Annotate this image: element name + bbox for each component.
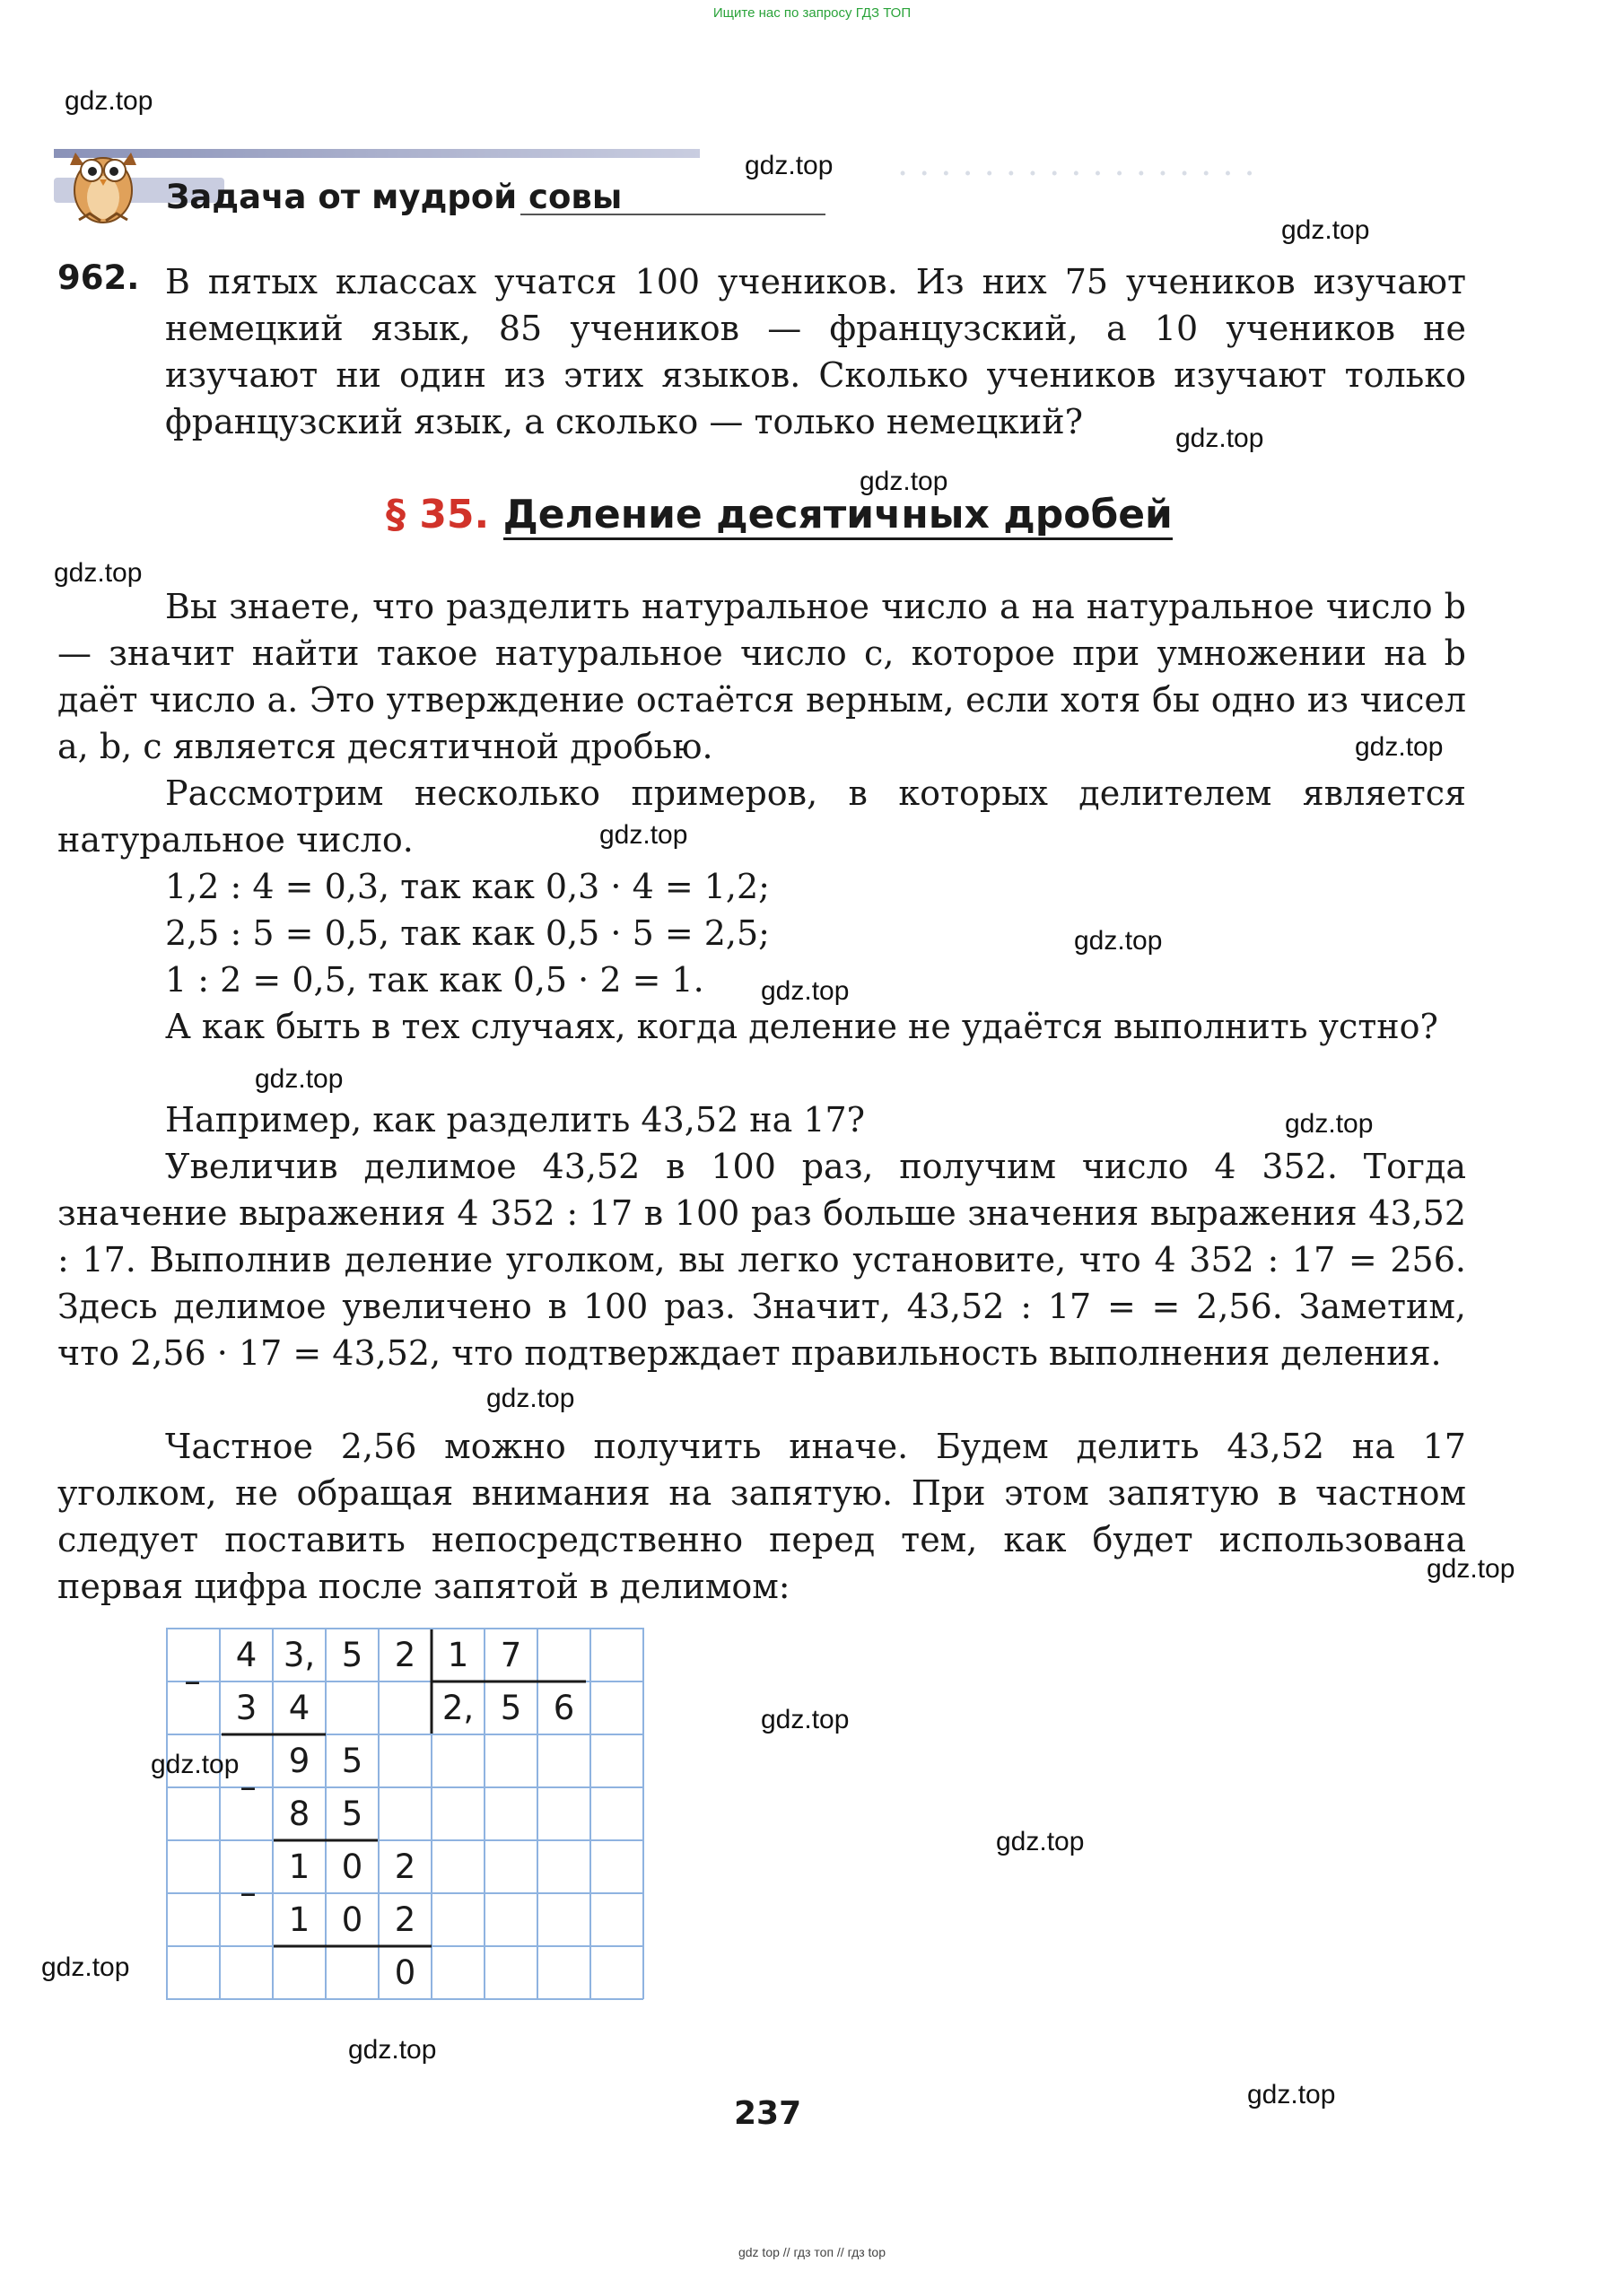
grid-cell: 1 [288, 1900, 310, 1939]
watermark: gdz.top [761, 976, 850, 1006]
quotient-digit: 2, [441, 1689, 475, 1727]
watermark: gdz.top [1175, 424, 1264, 453]
watermark: gdz.top [1074, 926, 1163, 956]
grid-cell: 3, [283, 1636, 316, 1674]
grid-cell: 5 [341, 1795, 363, 1833]
grid-cell: 0 [341, 1900, 363, 1939]
section-heading [386, 492, 1173, 537]
watermark: gdz.top [1285, 1109, 1374, 1139]
problem-number: 962. [57, 258, 140, 297]
grid-cell: 9 [288, 1742, 310, 1780]
grid-cell: 5 [341, 1636, 363, 1674]
paragraph-column-division: Частное 2,56 можно получить иначе. Будем делить 43,52 на 17 уголком, не обращая внимания на запятую. При этом запятую в частном следует поставить непосредственно перед тем, как будет использована первая цифра после запятой в делимом: [57, 1427, 1466, 1606]
minus-sign: – [184, 1662, 201, 1700]
watermark: gdz.top [54, 558, 143, 588]
grid-cell: 1 [288, 1847, 310, 1886]
paragraph-definition: Вы знаете, что разделить натуральное число a на натуральное число b — значит найти такое натуральное число c, которое при умножении на b даёт число a. Это утверждение остаётся верным, если хотя бы одно из чисел a, b, c является десятичной дробью. [57, 587, 1466, 766]
task-header [54, 135, 772, 215]
footer-banner: gdz top // гдз топ // гдз top [738, 2245, 886, 2259]
page-number: 237 [734, 2095, 802, 2132]
watermark: gdz.top [41, 1952, 130, 1982]
bleed-through-text: . . . . . . . . . . . . . . . . . [897, 144, 1255, 183]
grid-cell: 5 [341, 1742, 363, 1780]
paragraph-question: А как быть в тех случаях, когда деление не удаётся выполнить устно? [165, 1007, 1438, 1046]
grid-cell: 4 [235, 1636, 258, 1674]
watermark: gdz.top [1427, 1554, 1515, 1584]
watermark: gdz.top [745, 151, 834, 180]
minus-sign: – [240, 1768, 257, 1806]
example-line-1: 1,2 : 4 = 0,3, так как 0,3 · 4 = 1,2; [165, 867, 770, 906]
grid-cell: 2 [394, 1636, 416, 1674]
watermark: gdz.top [151, 1750, 240, 1779]
grid-cell: 4 [288, 1689, 310, 1727]
grid-cell: 2 [394, 1847, 416, 1886]
grid-cell: 0 [341, 1847, 363, 1886]
quotient-digit: 6 [553, 1689, 575, 1727]
owl-icon [63, 135, 144, 224]
watermark: gdz.top [1247, 2080, 1336, 2109]
header-bar [54, 149, 700, 158]
grid-cell: 2 [394, 1900, 416, 1939]
problem-text: В пятых классах учатся 100 учеников. Из них 75 учеников изучают немецкий язык, 85 учеников — французский, а 10 учеников не изучают ни один из этих языков. Сколько учеников изучают только французский язык, а сколько — только немецкий? [165, 262, 1466, 441]
watermark: gdz.top [1281, 215, 1370, 245]
watermark: gdz.top [599, 820, 688, 850]
divisor-digit: 7 [500, 1636, 522, 1674]
divisor-digit: 1 [447, 1636, 469, 1674]
grid-cell: 8 [288, 1795, 310, 1833]
watermark: gdz.top [996, 1827, 1085, 1856]
watermark: gdz.top [65, 86, 153, 116]
top-banner: Ищите нас по запросу ГДЗ ТОП [712, 5, 912, 21]
quotient-digit: 5 [500, 1689, 522, 1727]
paragraph-explanation: Увеличив делимое 43,52 в 100 раз, получим число 4 352. Тогда значение выражения 4 352 : 17 в 100 раз больше значения выражения 43,52 : 17. Выполнив деление уголком, вы легко установите, что 4 352 : 17 = 256. Здесь делимое увеличено в 100 раз. Значит, 43,52 : 17 = = 2,56. Заметим, что 2,56 · 17 = 43,52, что подтверждает правильность выполнения деления. [57, 1147, 1466, 1373]
paragraph-example-question: Например, как разделить 43,52 на 17? [165, 1100, 866, 1140]
paragraph-examples-intro: Рассмотрим несколько примеров, в которых делителем является натуральное число. [57, 773, 1466, 860]
watermark: gdz.top [1355, 732, 1444, 762]
grid-cell: 3 [235, 1689, 258, 1727]
example-line-2: 2,5 : 5 = 0,5, так как 0,5 · 5 = 2,5; [165, 913, 770, 953]
task-title: Задача от мудрой совы [166, 178, 623, 216]
minus-sign: – [240, 1874, 257, 1912]
example-line-3: 1 : 2 = 0,5, так как 0,5 · 2 = 1. [165, 960, 704, 1000]
section-number: § 35. [386, 492, 490, 537]
watermark: gdz.top [860, 467, 948, 496]
watermark: gdz.top [348, 2035, 437, 2065]
problem-962 [57, 258, 1466, 445]
watermark: gdz.top [486, 1384, 575, 1413]
watermark: gdz.top [761, 1705, 850, 1734]
section-title: Деление десятичных дробей [503, 492, 1173, 540]
remainder-digit: 0 [394, 1953, 416, 1992]
watermark: gdz.top [255, 1064, 344, 1094]
